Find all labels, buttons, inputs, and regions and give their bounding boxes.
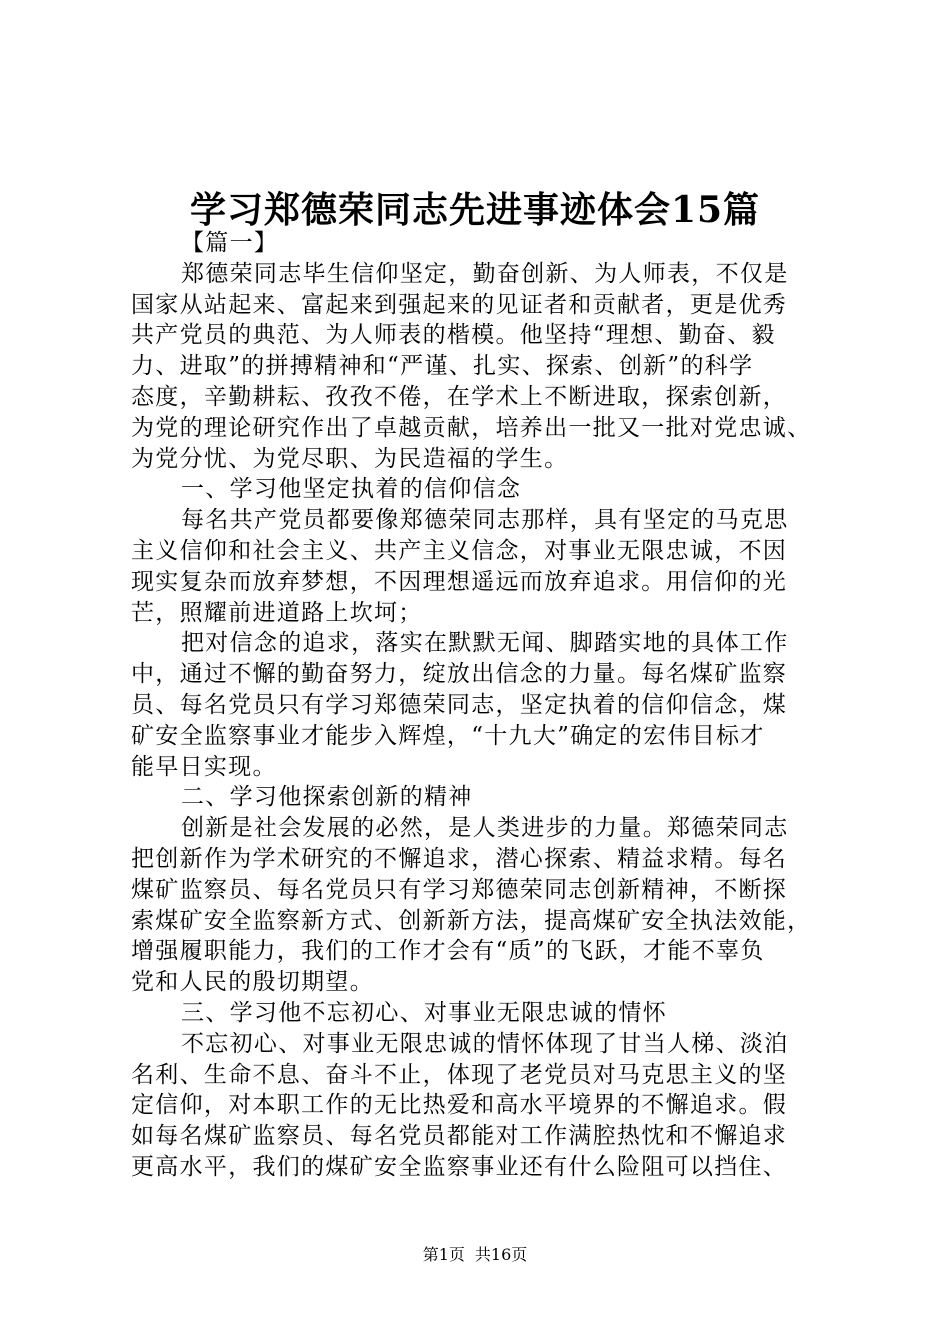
text-line: 能早日实现。: [131, 753, 277, 780]
text-line: 创新是社会发展的必然，是人类进步的力量。郑德荣同志: [181, 815, 789, 842]
text-line: 力、进取”的拼搏精神和“严谨、扎实、探索、创新”的科学: [131, 353, 754, 380]
page-total: 共16页: [474, 1245, 528, 1264]
text-line: 芒，照耀前进道路上坎坷；: [131, 599, 423, 626]
text-line: 二、学习他探索创新的精神: [181, 784, 473, 811]
text-line: 为党分忧、为党尽职、为民造福的学生。: [131, 445, 569, 472]
text-line: 不忘初心、对事业无限忠诚的情怀体现了甘当人梯、淡泊: [181, 1030, 789, 1057]
text-line: 国家从站起来、富起来到强起来的见证者和贡献者，更是优秀: [131, 291, 788, 318]
text-line: 增强履职能力，我们的工作才会有“质”的飞跃，才能不辜负: [131, 938, 765, 965]
text-line: 态度，辛勤耕耘、孜孜不倦，在学术上不断进取，探索创新，: [131, 383, 788, 410]
page-number: 第1页: [422, 1245, 465, 1264]
text-line: 每名共产党员都要像郑德荣同志那样，具有坚定的马克思: [181, 507, 789, 534]
text-line: 更高水平，我们的煤矿安全监察事业还有什么险阻可以挡住、: [131, 1153, 788, 1180]
document-body: [131, 228, 821, 1183]
text-line: 为党的理论研究作出了卓越贡献，培养出一批又一批对党忠诚、: [131, 414, 812, 441]
text-line: 现实复杂而放弃梦想，不因理想遥远而放弃追求。用信仰的光: [131, 568, 788, 595]
text-line: 中，通过不懈的勤奋努力，绽放出信念的力量。每名煤矿监察: [131, 661, 788, 688]
text-line: 把对信念的追求，落实在默默无闻、脚踏实地的具体工作: [181, 630, 789, 657]
text-line: 郑德荣同志毕生信仰坚定，勤奋创新、为人师表，不仅是: [181, 260, 789, 287]
text-line: 三、学习他不忘初心、对事业无限忠诚的情怀: [181, 999, 667, 1026]
text-line: 定信仰，对本职工作的无比热爱和高水平境界的不懈追求。假: [131, 1092, 788, 1119]
page-footer: [0, 1244, 950, 1266]
document-title: 学习郑德荣同志先进事迹体会15篇: [189, 189, 761, 231]
text-line: 党和人民的殷切期望。: [131, 969, 374, 996]
text-line: 煤矿监察员、每名党员只有学习郑德荣同志创新精神，不断探: [131, 876, 788, 903]
text-line: 主义信仰和社会主义、共产主义信念，对事业无限忠诚，不因: [131, 537, 788, 564]
text-line: 如每名煤矿监察员、每名党员都能对工作满腔热忱和不懈追求: [131, 1123, 788, 1150]
text-line: 一、学习他坚定执着的信仰信念: [181, 476, 522, 503]
text-line: 员、每名党员只有学习郑德荣同志，坚定执着的信仰信念，煤: [131, 691, 788, 718]
text-line: 把创新作为学术研究的不懈追求，潜心探索、精益求精。每名: [131, 845, 788, 872]
text-line: 共产党员的典范、为人师表的楷模。他坚持“理想、勤奋、毅: [131, 322, 776, 349]
text-line: 索煤矿安全监察新方式、创新新方法，提高煤矿安全执法效能，: [131, 907, 812, 934]
text-line: 名利、生命不息、奋斗不止，体现了老党员对马克思主义的坚: [131, 1061, 788, 1088]
text-line: 【篇一】: [181, 230, 279, 256]
text-line: 矿安全监察事业才能步入辉煌，“十九大”确定的宏伟目标才: [131, 722, 765, 749]
